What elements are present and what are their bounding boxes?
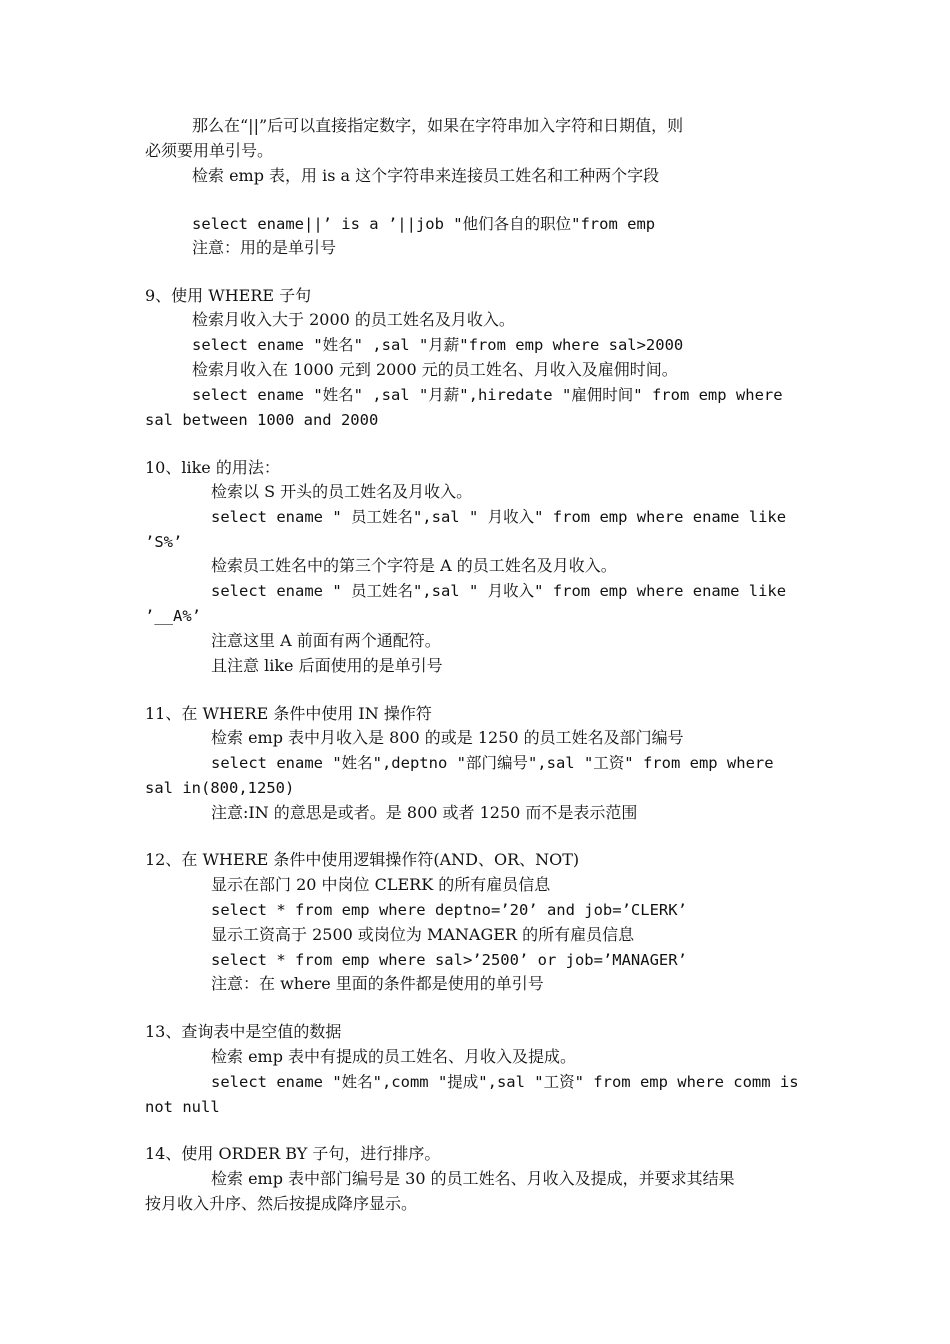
section-heading-10: 10、like 的用法： bbox=[145, 458, 280, 477]
code-line: select ename " 员工姓名",sal " 月收入" from emp where ename like bbox=[211, 508, 787, 526]
section-heading-12: 12、在 WHERE 条件中使用逻辑操作符(AND、OR、NOT) bbox=[145, 850, 580, 869]
section-heading-13: 13、查询表中是空值的数据 bbox=[145, 1022, 342, 1041]
text-line: 检索员工姓名中的第三个字符是 A 的员工姓名及月收入。 bbox=[211, 556, 617, 575]
code-line: select ename "姓名" ,sal "月薪",hiredate "雇佣时间" from emp where bbox=[192, 386, 783, 404]
code-line: select ename "姓名" ,sal "月薪"from emp where sal>2000 bbox=[192, 336, 684, 354]
section-heading-9: 9、使用 WHERE 子句 bbox=[145, 286, 312, 305]
text-line: 按月收入升序、然后按提成降序显示。 bbox=[145, 1194, 418, 1213]
note-line: 注意这里 A 前面有两个通配符。 bbox=[211, 631, 441, 650]
code-line: select ename "姓名",deptno "部门编号",sal "工资" from emp where bbox=[211, 754, 774, 772]
text-line: 显示工资高于 2500 或岗位为 MANAGER 的所有雇员信息 bbox=[211, 925, 635, 944]
text-line: 检索 emp 表中有提成的员工姓名、月收入及提成。 bbox=[211, 1047, 577, 1066]
text-line: 检索月收入在 1000 元到 2000 元的员工姓名、月收入及雇佣时间。 bbox=[192, 360, 678, 379]
note-line: 注意:IN 的意思是或者。是 800 或者 1250 而不是表示范围 bbox=[211, 803, 638, 822]
text-line: 检索 emp 表中月收入是 800 的或是 1250 的员工姓名及部门编号 bbox=[211, 728, 684, 747]
note-line: 且注意 like 后面使用的是单引号 bbox=[211, 656, 443, 675]
text-line: 检索 emp 表中部门编号是 30 的员工姓名、月收入及提成，并要求其结果 bbox=[211, 1169, 735, 1188]
code-line: sal in(800,1250) bbox=[145, 779, 295, 797]
section-heading-14: 14、使用 ORDER BY 子句，进行排序。 bbox=[145, 1144, 441, 1163]
section-heading-11: 11、在 WHERE 条件中使用 IN 操作符 bbox=[145, 704, 432, 723]
text-line: 那么在“||”后可以直接指定数字，如果在字符串加入字符和日期值，则 bbox=[192, 116, 684, 135]
code-line: select * from emp where sal>’2500’ or job=’MANAGER’ bbox=[211, 951, 687, 969]
code-line: select * from emp where deptno=’20’ and job=’CLERK’ bbox=[211, 901, 687, 919]
code-line: not null bbox=[145, 1098, 220, 1116]
text-line: 显示在部门 20 中岗位 CLERK 的所有雇员信息 bbox=[211, 875, 551, 894]
code-line: sal between 1000 and 2000 bbox=[145, 411, 379, 429]
code-line: ’__A%’ bbox=[145, 607, 201, 625]
text-line: 必须要用单引号。 bbox=[145, 141, 274, 160]
text-line: 检索 emp 表，用 is a 这个字符串来连接员工姓名和工种两个字段 bbox=[192, 166, 660, 185]
code-line: select ename " 员工姓名",sal " 月收入" from emp where ename like bbox=[211, 582, 787, 600]
note-line: 注意：用的是单引号 bbox=[192, 238, 337, 257]
code-line: ’S%’ bbox=[145, 533, 183, 551]
text-line: 检索月收入大于 2000 的员工姓名及月收入。 bbox=[192, 310, 515, 329]
code-line: select ename "姓名",comm "提成",sal "工资" from emp where comm is bbox=[211, 1073, 799, 1091]
code-line: select ename||’ is a ’||job "他们各自的职位"from emp bbox=[192, 215, 656, 233]
note-line: 注意：在 where 里面的条件都是使用的单引号 bbox=[211, 974, 544, 993]
text-line: 检索以 S 开头的员工姓名及月收入。 bbox=[211, 482, 473, 501]
